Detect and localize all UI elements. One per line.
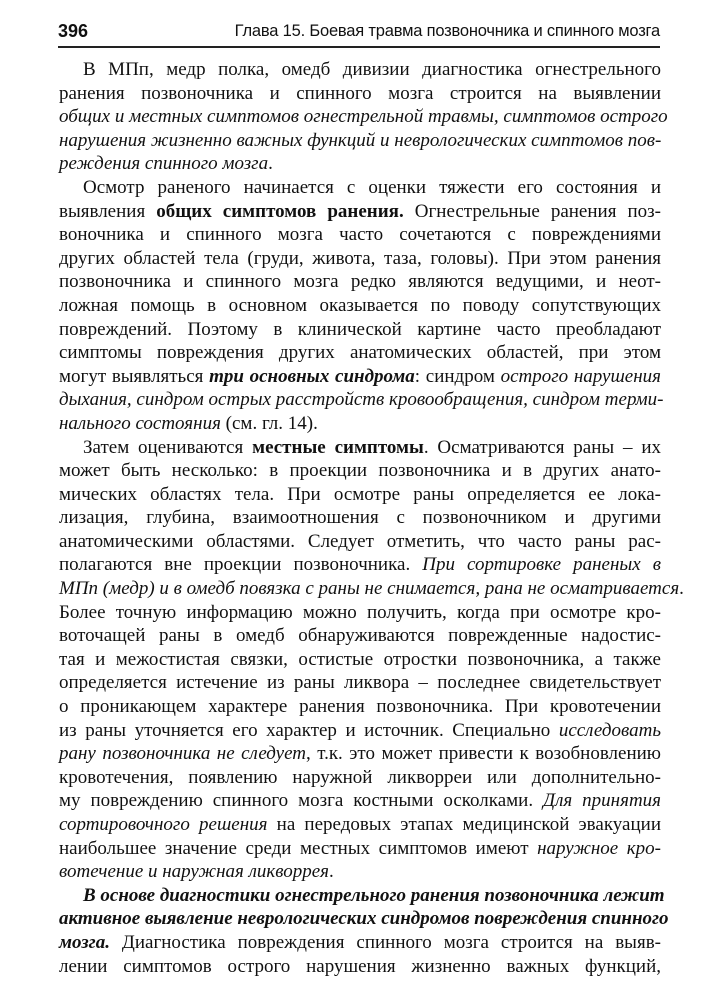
text-run: В МПп, медр полка, омедб дивизии диагностика огнестрельного xyxy=(83,59,661,80)
text-line xyxy=(59,719,661,743)
text-line xyxy=(59,483,661,507)
text-run: мических областях тела. При осмотре раны определяется ее лока- xyxy=(59,483,661,505)
page-number: 396 xyxy=(58,21,89,41)
text-line xyxy=(59,884,665,908)
text-line xyxy=(59,506,661,530)
italic-term: сортировочного решения xyxy=(59,814,268,835)
text-line xyxy=(59,530,661,554)
text-run: кровотечения, появлению наружной ликворреи или дополнительно- xyxy=(59,766,661,788)
italic-term: МПп (медр) и в омедб повязка с раны не снимается, рана не осматривается xyxy=(59,578,680,600)
italic-term: наружное кро- xyxy=(537,837,661,859)
text-line xyxy=(59,318,661,342)
text-run: ранения позвоночника и спинного мозга строится на выявлении xyxy=(59,82,661,104)
text-line xyxy=(59,907,669,931)
text-line xyxy=(59,176,661,200)
text-run: . xyxy=(268,153,273,175)
italic-term: исследовать xyxy=(558,719,661,741)
bold-italic-term: мозга. xyxy=(59,931,110,953)
text-line xyxy=(59,931,661,955)
text-line xyxy=(59,601,661,625)
italic-term: нального состояния xyxy=(59,412,221,434)
text-line xyxy=(59,58,661,82)
italic-term: рану позвоночника не следует xyxy=(59,743,306,765)
text-line xyxy=(59,152,661,176)
text-line xyxy=(59,553,661,577)
text-run: Диагностика повреждения спинного мозга строится на выяв- xyxy=(109,931,661,953)
italic-term: вотечение и наружная ликворрея xyxy=(59,861,330,883)
text-run: позвоночника и спинного мозга редко являются ведущими, и неот- xyxy=(59,271,661,293)
text-line xyxy=(59,671,661,695)
text-run: повреждений. Поэтому в клинической картине часто преобладают xyxy=(59,318,661,340)
text-run: воночника и спинного мозга часто сочетаются с повреждениями xyxy=(59,224,661,246)
text-run: наибольшее значение среди местных симптомов имеют xyxy=(59,837,538,859)
text-line xyxy=(59,341,661,365)
text-run: могут выявляться xyxy=(59,365,210,387)
text-line xyxy=(59,459,661,483)
bold-italic-term: В основе диагностики огнестрельного ранения позвоночника лежит xyxy=(83,884,665,906)
text-run: из раны уточняется его характер и источник. Специально xyxy=(59,719,559,741)
text-run: полагаются вне проекции позвоночника. xyxy=(59,554,423,576)
italic-term: общих и местных симптомов огнестрельной травмы, симптомов острого xyxy=(59,106,668,128)
text-run: . Осматриваются раны – их xyxy=(423,436,661,458)
text-run: Огнестрельные ранения поз- xyxy=(403,200,661,222)
text-line xyxy=(59,837,661,861)
text-run: , т.к. это может привести к возобновлению xyxy=(305,743,661,765)
text-line xyxy=(59,624,661,648)
paragraph xyxy=(59,436,684,884)
text-line xyxy=(59,270,661,294)
text-run: лении симптомов острого нарушения жизненно важных функций, xyxy=(59,955,661,977)
italic-term: Для принятия xyxy=(543,790,661,812)
text-run: . xyxy=(329,861,334,883)
text-line xyxy=(59,695,661,719)
text-line xyxy=(59,766,661,790)
text-line xyxy=(59,388,664,412)
paragraph xyxy=(59,176,664,436)
text-run: Более точную информацию можно получить, когда при осмотре кро- xyxy=(59,601,661,623)
text-line xyxy=(59,247,661,271)
text-line xyxy=(59,789,661,813)
text-run: анатомическими областями. Следует отметить, что часто раны рас- xyxy=(59,530,661,552)
text-run: на передовых этапах медицинской эвакуации xyxy=(267,814,661,835)
italic-term: При сортировке раненых в xyxy=(422,554,661,576)
bold-term: местные симптомы xyxy=(252,436,424,458)
text-run: : синдром xyxy=(414,365,501,387)
text-line xyxy=(59,860,661,884)
text-run: выявления xyxy=(59,200,157,222)
text-run: . xyxy=(679,578,684,600)
text-line xyxy=(59,365,661,389)
text-line xyxy=(59,742,661,766)
text-line xyxy=(59,412,661,436)
running-title: Глава 15. Боевая травма позвоночника и спинного мозга xyxy=(234,22,660,40)
text-line xyxy=(59,577,684,601)
text-run: Осмотр раненого начинается с оценки тяжести его состояния и xyxy=(83,176,661,198)
text-line xyxy=(59,955,661,979)
text-run: может быть несколько: в проекции позвоночника и в других анато- xyxy=(59,460,661,482)
bold-term: общих симптомов ранения. xyxy=(156,200,404,222)
text-line xyxy=(59,813,661,837)
bold-italic-term: три основных синдрома xyxy=(209,365,415,387)
running-header xyxy=(58,20,660,48)
text-line xyxy=(59,200,661,224)
bold-italic-term: активное выявление неврологических синдромов повреждения спинного xyxy=(59,908,669,930)
paragraph xyxy=(59,884,669,978)
italic-term: нарушения жизненно важных функций и неврологических симптомов пов- xyxy=(59,129,662,151)
text-line xyxy=(59,105,668,129)
text-run: лизация, глубина, взаимоотношения с позвоночником и другими xyxy=(59,507,661,529)
text-line xyxy=(59,436,661,460)
text-run: му повреждению спинного мозга костными осколками. xyxy=(59,790,544,812)
body-text xyxy=(59,58,684,978)
text-line xyxy=(59,129,661,153)
text-run: (см. гл. 14). xyxy=(220,412,318,434)
text-run: воточащей раны в омедб обнаруживаются поврежденные надостис- xyxy=(59,625,661,647)
text-run: ложная помощь в основном оказывается по поводу сопутствующих xyxy=(59,294,661,316)
text-run: других областей тела (груди, живота, таза, головы). При этом ранения xyxy=(59,247,661,269)
text-line xyxy=(59,294,661,318)
text-run: тая и межостистая связки, остистые отростки позвоночника, а также xyxy=(59,648,661,670)
text-line xyxy=(59,223,661,247)
italic-term: реждения спинного мозга xyxy=(59,153,269,175)
text-run: о проникающем характере ранения позвоночника. При кровотечении xyxy=(59,696,661,718)
paragraph xyxy=(59,58,668,176)
text-line xyxy=(59,648,661,672)
text-line xyxy=(59,82,661,106)
text-run: Затем оцениваются xyxy=(83,436,253,458)
text-run: определяется истечение из раны ликвора – последнее свидетельствует xyxy=(59,672,661,694)
text-run: симптомы повреждения других анатомических областей, при этом xyxy=(59,342,661,364)
italic-term: дыхания, синдром острых расстройств кровообращения, синдром терми- xyxy=(59,389,664,411)
italic-term: острого нарушения xyxy=(500,365,661,387)
